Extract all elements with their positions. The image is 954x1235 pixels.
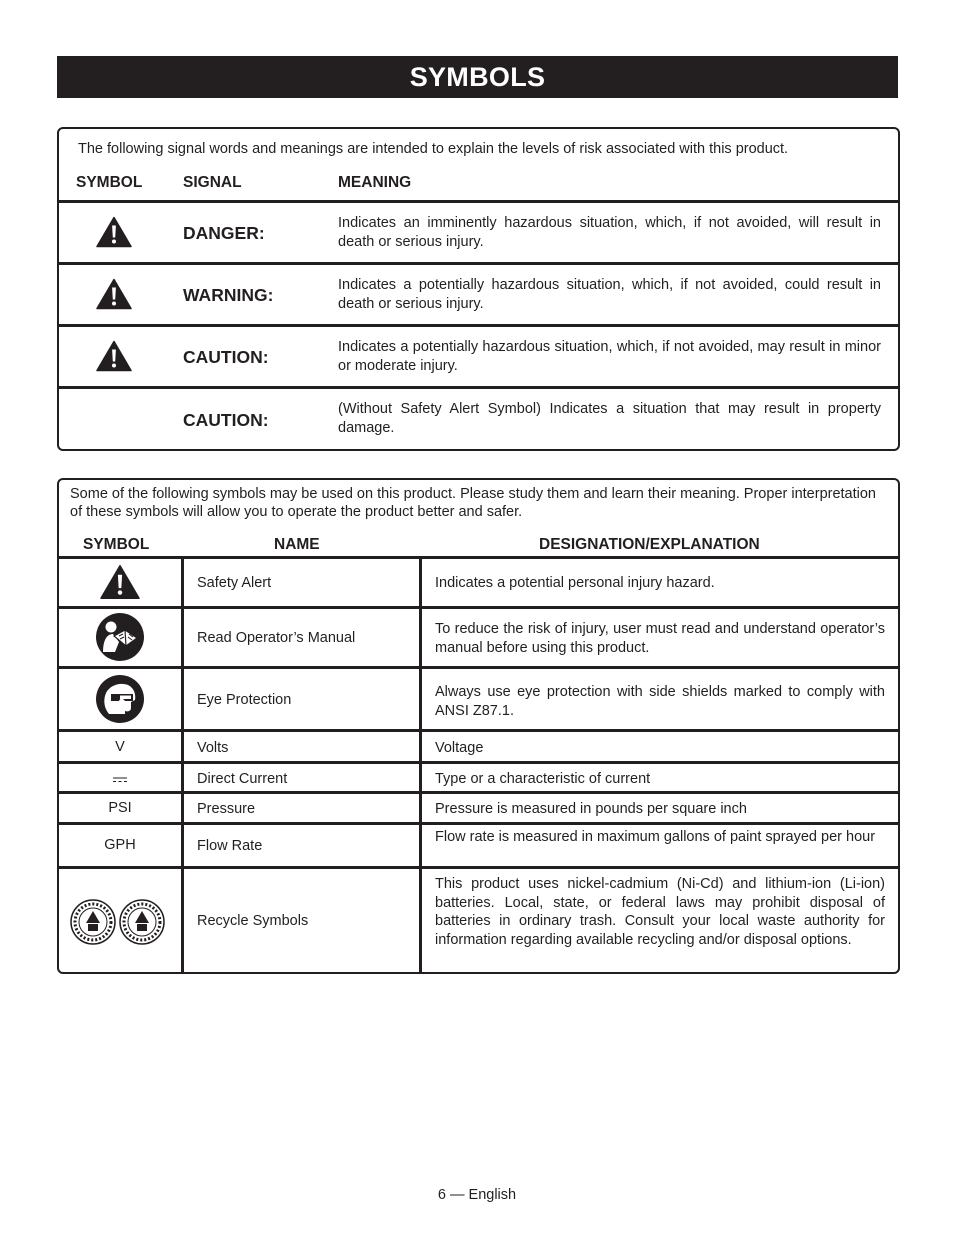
- symbol-designation: Flow rate is measured in maximum gallons of paint sprayed per hour: [435, 829, 876, 845]
- symbol-name: Volts: [197, 740, 229, 756]
- direct-current-icon: [113, 777, 127, 783]
- symbol-designation: Always use eye protection with side shields marked to comply with ANSI Z87.1.: [435, 684, 885, 719]
- signal-caution-no-symbol: CAUTION:: [183, 410, 269, 430]
- safety-alert-triangle-icon: [100, 564, 140, 600]
- page-title: SYMBOLS: [57, 56, 898, 98]
- page-footer: 6 — English: [437, 1187, 517, 1203]
- gph-symbol: GPH: [104, 837, 136, 853]
- header-signal: SIGNAL: [183, 174, 242, 191]
- meaning-caution: Indicates a potentially hazardous situation, which, if not avoided, may result in minor or moderate injury.: [338, 339, 881, 374]
- symbol-designation: Voltage: [435, 740, 484, 756]
- symbol-name: Direct Current: [197, 771, 288, 787]
- symbols-intro: Some of the following symbols may be used on this product. Please study them and learn their meaning. Proper interpretation of these symbols will allow you to operate the product better and safer.: [70, 486, 876, 520]
- signal-danger: DANGER:: [183, 223, 265, 243]
- divider: [59, 761, 898, 764]
- signal-words-table: [57, 127, 900, 451]
- divider: [59, 822, 898, 825]
- symbol-name: Read Operator’s Manual: [197, 630, 356, 646]
- divider: [59, 386, 898, 389]
- safety-alert-triangle-icon: [96, 340, 132, 372]
- header-symbol: SYMBOL: [76, 174, 143, 191]
- meaning-danger: Indicates an imminently hazardous situation, which, if not avoided, will result in death or serious injury.: [338, 215, 881, 250]
- recycle-seal-icon: [70, 899, 116, 945]
- divider: [59, 791, 898, 794]
- symbol-name: Flow Rate: [197, 838, 263, 854]
- volts-symbol: V: [115, 739, 125, 755]
- header-symbol: SYMBOL: [83, 536, 150, 553]
- divider: [59, 866, 898, 869]
- symbol-name: Pressure: [197, 801, 256, 817]
- symbols-table: [57, 478, 900, 974]
- eye-protection-icon: [95, 674, 145, 724]
- symbol-name: Eye Protection: [197, 692, 292, 708]
- read-manual-icon: [95, 612, 145, 662]
- safety-alert-triangle-icon: [96, 278, 132, 310]
- header-name: NAME: [274, 536, 320, 553]
- divider: [59, 729, 898, 732]
- symbol-designation: Indicates a potential personal injury hazard.: [435, 575, 715, 591]
- signal-intro: The following signal words and meanings are intended to explain the levels of risk associated with this product.: [78, 141, 789, 157]
- header-meaning: MEANING: [338, 174, 412, 191]
- safety-alert-triangle-icon: [96, 216, 132, 248]
- psi-symbol: PSI: [108, 800, 132, 816]
- divider: [59, 606, 898, 609]
- meaning-caution-no-symbol: (Without Safety Alert Symbol) Indicates a situation that may result in property damage.: [338, 401, 881, 436]
- divider: [59, 666, 898, 669]
- symbol-designation: Pressure is measured in pounds per square inch: [435, 801, 747, 817]
- signal-caution: CAUTION:: [183, 347, 269, 367]
- symbol-designation: To reduce the risk of injury, user must read and understand operator’s manual before using this product.: [435, 621, 885, 656]
- divider: [59, 200, 898, 203]
- meaning-warning: Indicates a potentially hazardous situation, which, if not avoided, could result in death or serious injury.: [338, 277, 881, 312]
- symbol-designation: This product uses nickel-cadmium (Ni-Cd) and lithium-ion (Li-ion) batteries. Local, state, or federal laws may prohibit disposal of batteries in ordinary trash. Consult your local waste authority for information regarding available recycling and/or disposal options.: [435, 876, 885, 948]
- recycle-seal-icon: [119, 899, 165, 945]
- symbol-name: Safety Alert: [197, 575, 272, 591]
- divider: [59, 262, 898, 265]
- divider: [59, 324, 898, 327]
- signal-warning: WARNING:: [183, 285, 274, 305]
- column-divider: [181, 556, 184, 972]
- column-divider: [419, 556, 422, 972]
- symbol-designation: Type or a characteristic of current: [435, 771, 651, 787]
- header-designation: DESIGNATION/EXPLANATION: [539, 536, 760, 553]
- symbol-name: Recycle Symbols: [197, 913, 309, 929]
- divider: [59, 556, 898, 559]
